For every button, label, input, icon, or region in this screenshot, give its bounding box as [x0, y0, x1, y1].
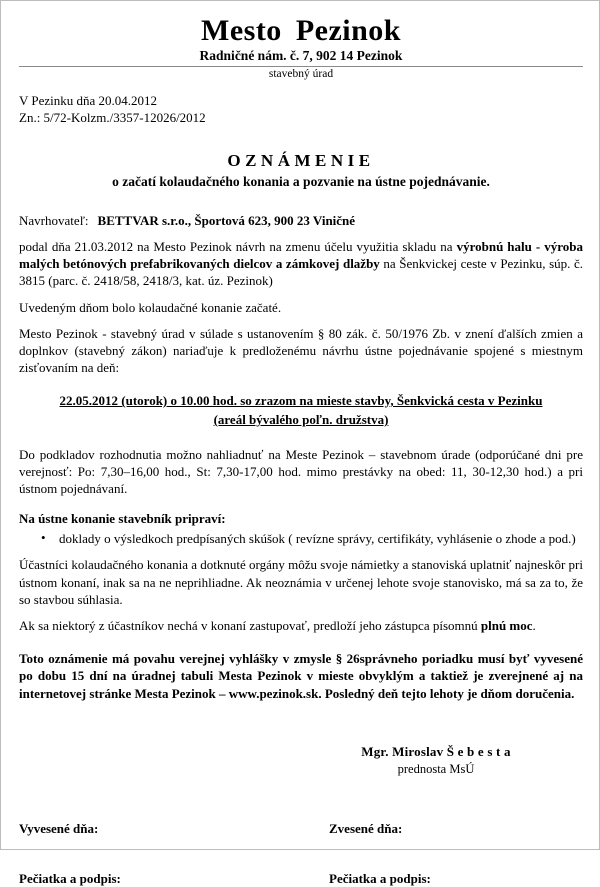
signatory-name: Mgr. Miroslav Š e b e s t a — [361, 743, 511, 759]
representation-prefix: Ak sa niektorý z účastníkov nechá v konaní zastupovať, predloží jeho zástupca písomnú — [19, 617, 481, 633]
preparation-heading: Na ústne konanie stavebník pripraví: — [19, 511, 226, 527]
notice-title: OZNÁMENIE — [227, 150, 375, 170]
stamp-signature-label-left: Pečiatka a podpis: — [19, 871, 121, 887]
inspection-paragraph: Do podkladov rozhodnutia možno nahliadnuť na Meste Pezinok – stavebnom úrade (odporúčané dni pre verejnosť: Po: 7,30–16,00 hod., St: 7,30-17,00 hod. mimo prestávky na obed: 11, 30-12,30 hod.) a pri ústnom pojednávaní. — [19, 446, 583, 497]
representation-paragraph — [19, 617, 583, 634]
hearing-date-block — [19, 392, 583, 430]
signatory-role: prednosta MsÚ — [397, 761, 475, 776]
stamp-signature-row — [19, 871, 583, 887]
signature-block — [19, 744, 583, 777]
municipality-address: Radničné nám. č. 7, 902 14 Pezinok — [199, 47, 403, 63]
removed-on-label: Zvesené dňa: — [329, 821, 403, 837]
notice-subtitle: o začatí kolaudačného konania a pozvanie na ústne pojednávanie. — [112, 173, 490, 189]
place-and-date: V Pezinku dňa 20.04.2012 — [19, 92, 158, 108]
file-reference-number: Zn.: 5/72-Kolzm./3357-12026/2012 — [19, 110, 206, 126]
preparation-list — [19, 530, 583, 547]
submission-prefix: podal dňa 21.03.2012 na Mesto Pezinok návrh na zmenu účelu využitia skladu na — [19, 239, 457, 255]
municipality-title — [19, 15, 583, 47]
legal-basis-paragraph: Mesto Pezinok - stavebný úrad v súlade s ustanovením § 80 zák. č. 50/1976 Zb. v znení ďalších zmien a doplnkov (stavebný zákon) nariaďuje k predloženému návrhu ústne pojednávanie spojené s miestnym zisťovaním na deň: — [19, 325, 583, 375]
submission-paragraph — [19, 238, 583, 289]
public-notice-paragraph: Toto oznámenie má povahu verejnej vyhlášky v zmysle § 26správneho poriadku musí byť vyvesené po dobu 15 dní na úradnej tabuli Mesta Pezinok v mieste obvyklým a taktiež je zverejnené aj na internetovej stránke Mesta Pezinok – www.pezinok.sk. Posledný deň tejto lehoty je dňom doručenia. — [19, 651, 583, 701]
stamp-signature-label-right: Pečiatka a podpis: — [329, 871, 431, 887]
applicant-value: BETTVAR s.r.o., Športová 623, 900 23 Viničné — [97, 212, 356, 228]
list-item: • doklady o výsledkoch predpísaných skúšok ( revízne správy, certifikáty, vyhlásenie o zhode a pod.) — [41, 530, 583, 547]
posted-on-label: Vyvesené dňa: — [19, 821, 99, 837]
applicant-label: Navrhovateľ: — [19, 212, 89, 228]
power-of-attorney-term: plnú moc — [480, 617, 533, 633]
objections-paragraph: Účastníci kolaudačného konania a dotknuté orgány môžu svoje námietky a stanoviská uplatniť najneskôr pri ústnom konaní, inak sa na ne neprihliadne. Ak neoznámia v určenej lehote svoje stanovisko, má sa za to, že so stavbou súhlasia. — [19, 557, 583, 607]
applicant-line — [19, 212, 583, 229]
submission-location: na Šenkvickej ceste v Pezinku, súp. č. 3815 (parc. č. 2418/58, 2418/3, kat. úz. Pezinok) — [19, 256, 583, 289]
department-label: stavebný úrad — [268, 68, 334, 81]
submission-purpose: výrobnú halu - výroba malých betónových prefabrikovaných dielcov a zámkovej dlažby — [19, 239, 583, 272]
hearing-date-line-1: 22.05.2012 (utorok) o 10.00 hod. so zrazom na mieste stavby, Šenkvická cesta v Pezinku — [59, 393, 543, 409]
municipality-title-word-name: Pezinok — [295, 14, 401, 47]
municipality-title-word-city: Mesto — [201, 14, 282, 47]
hearing-date-line-2: (areál bývalého poľn. družstva) — [213, 412, 389, 427]
document-body — [1, 1, 599, 887]
header-divider — [19, 66, 583, 67]
representation-suffix: . — [532, 617, 536, 633]
proceeding-commenced: Uvedeným dňom bolo kolaudačné konanie začaté. — [19, 299, 282, 315]
posting-record-block — [19, 821, 583, 887]
posting-dates-row — [19, 821, 583, 837]
